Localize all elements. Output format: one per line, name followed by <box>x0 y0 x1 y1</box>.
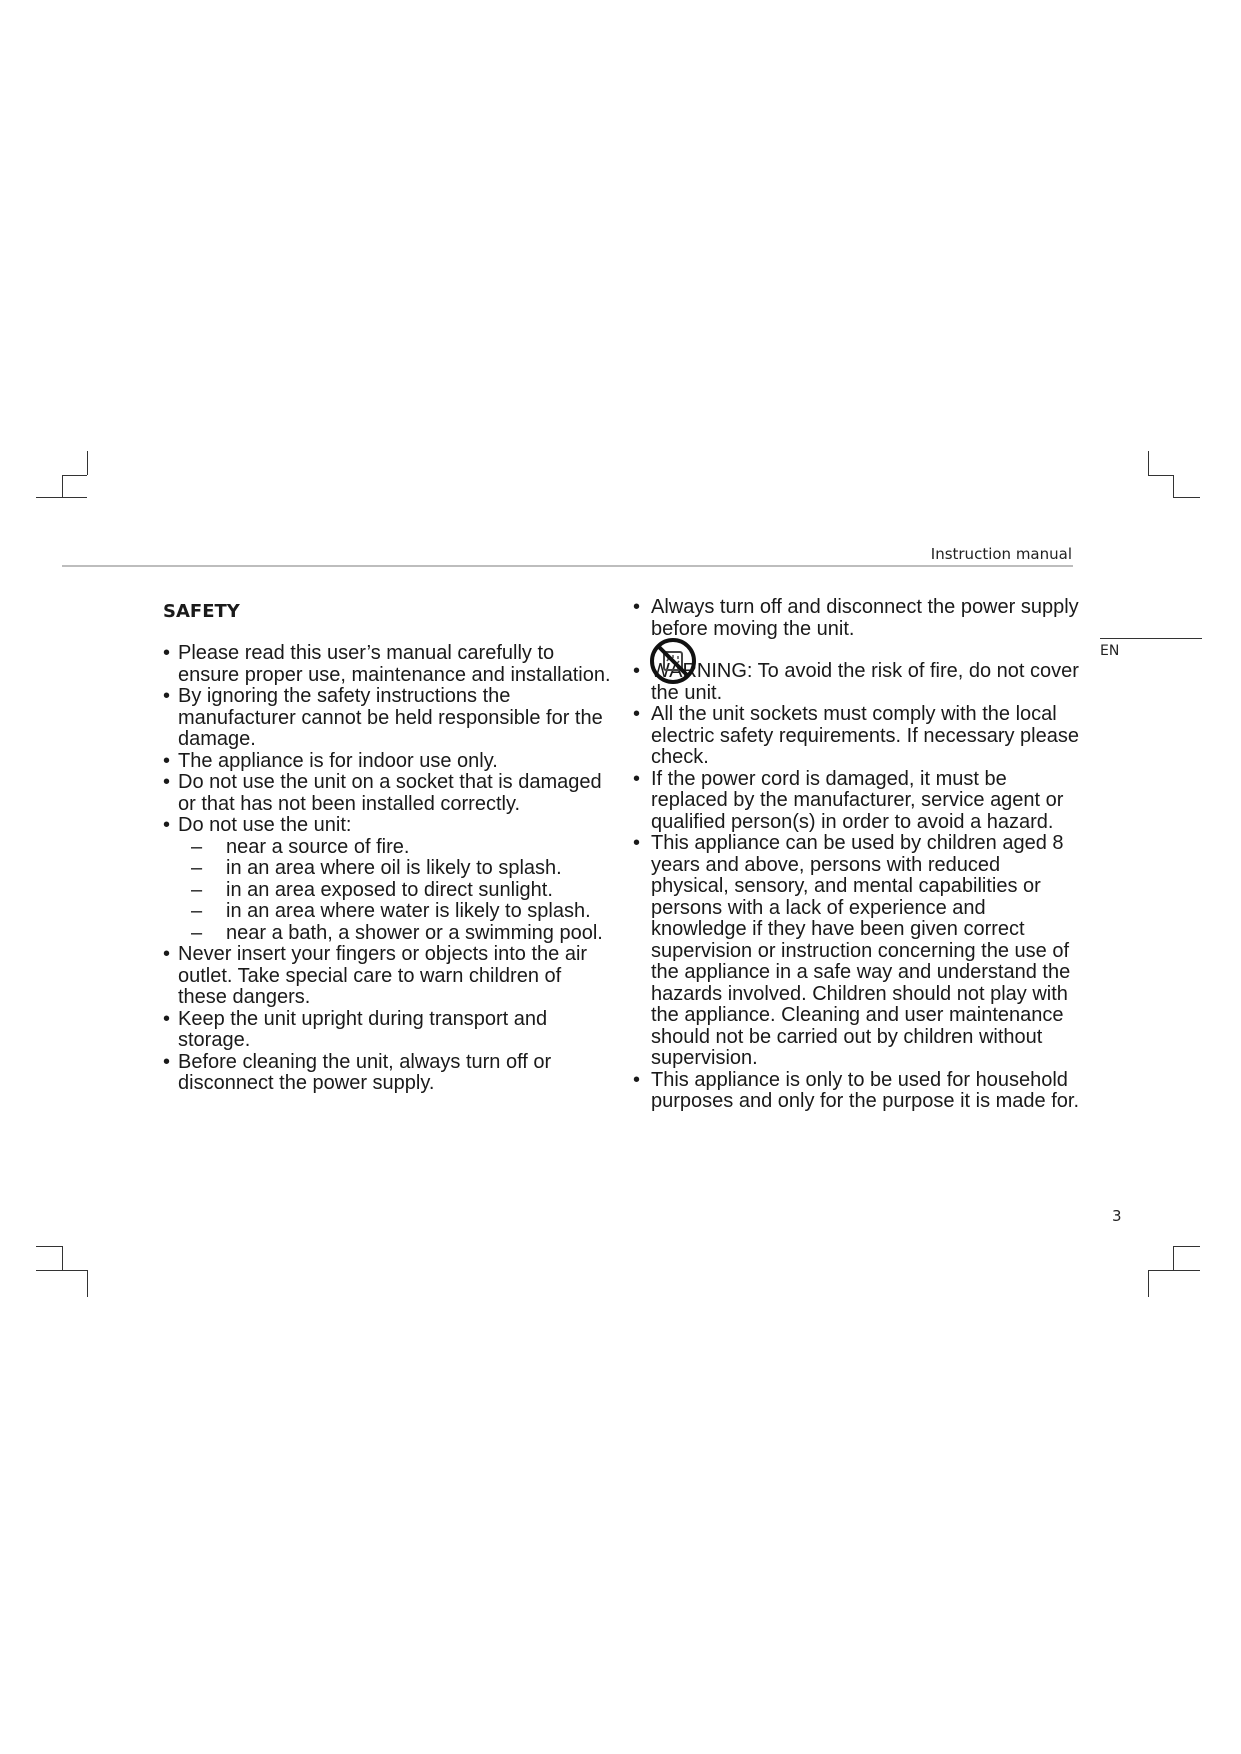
page-number: 3 <box>1112 1207 1122 1225</box>
crop-mark-top-right <box>1173 497 1200 498</box>
crop-mark-top-left <box>87 451 88 475</box>
right-column <box>633 597 1083 1113</box>
crop-mark-top-left <box>62 475 87 476</box>
header-rule <box>62 565 1073 567</box>
safety-list-left <box>163 643 613 1095</box>
list-item-label: Do not use the unit: <box>178 814 352 836</box>
crop-mark-top-left <box>36 497 87 498</box>
crop-mark-top-left <box>62 475 63 497</box>
do-not-cover-icon <box>649 637 697 685</box>
crop-mark-bottom-right <box>1173 1246 1174 1270</box>
crop-mark-bottom-right <box>1173 1246 1200 1247</box>
list-item: • This appliance can be used by children aged 8 years and above, persons with reduced physical, sensory, and mental capabilities or persons with a lack of experience and knowledge if they have been given correct supervision or instruction concerning the use of the appliance in a safe way and understand the hazards involved. Children should not play with the appliance. Cleaning and user maintenance should not be carried out by children without supervision. <box>633 833 1083 1070</box>
sub-list-item: – near a bath, a shower or a swimming pool. <box>191 923 613 945</box>
section-title: SAFETY <box>163 601 240 622</box>
crop-mark-bottom-left <box>36 1270 87 1271</box>
list-item: • Never insert your fingers or objects into the air outlet. Take special care to warn children of these dangers. <box>163 944 613 1009</box>
list-item: • Always turn off and disconnect the power supply before moving the unit. <box>633 597 1083 640</box>
list-item: • All the unit sockets must comply with the local electric safety requirements. If necessary please check. <box>633 704 1083 769</box>
crop-mark-bottom-right <box>1148 1270 1149 1297</box>
list-item: • The appliance is for indoor use only. <box>163 751 613 773</box>
list-item: • Before cleaning the unit, always turn off or disconnect the power supply. <box>163 1052 613 1095</box>
sub-list-item: – in an area exposed to direct sunlight. <box>191 880 613 902</box>
sub-list-item: – near a source of fire. <box>191 837 613 859</box>
crop-mark-bottom-left <box>62 1246 63 1270</box>
header-title: Instruction manual <box>930 545 1072 563</box>
list-item: • Do not use the unit on a socket that is damaged or that has not been installed correctly. <box>163 772 613 815</box>
sub-list-item: – in an area where oil is likely to splash. <box>191 858 613 880</box>
crop-mark-top-right <box>1148 451 1149 475</box>
sub-list-item: – in an area where water is likely to splash. <box>191 901 613 923</box>
safety-list-right <box>633 597 1083 1113</box>
crop-mark-top-right <box>1173 475 1174 498</box>
list-item: • If the power cord is damaged, it must be replaced by the manufacturer, service agent or qualified person(s) in order to avoid a hazard. <box>633 769 1083 834</box>
crop-mark-top-right <box>1148 475 1173 476</box>
list-item <box>163 815 613 944</box>
list-item: • By ignoring the safety instructions the manufacturer cannot be held responsible for the damage. <box>163 686 613 751</box>
list-item: • Please read this user’s manual carefully to ensure proper use, maintenance and installation. <box>163 643 613 686</box>
list-item: • Keep the unit upright during transport and storage. <box>163 1009 613 1052</box>
language-tab-label: EN <box>1100 643 1120 659</box>
list-item: • This appliance is only to be used for household purposes and only for the purpose it is made for. <box>633 1070 1083 1113</box>
left-column <box>163 601 613 1095</box>
crop-mark-bottom-left <box>87 1270 88 1297</box>
sub-list <box>178 837 613 945</box>
crop-mark-bottom-right <box>1148 1270 1200 1271</box>
list-item-warning: • WARNING: To avoid the risk of fire, do not cover the unit. <box>633 661 1083 704</box>
crop-mark-bottom-left <box>36 1246 62 1247</box>
language-tab-rule <box>1100 638 1202 639</box>
